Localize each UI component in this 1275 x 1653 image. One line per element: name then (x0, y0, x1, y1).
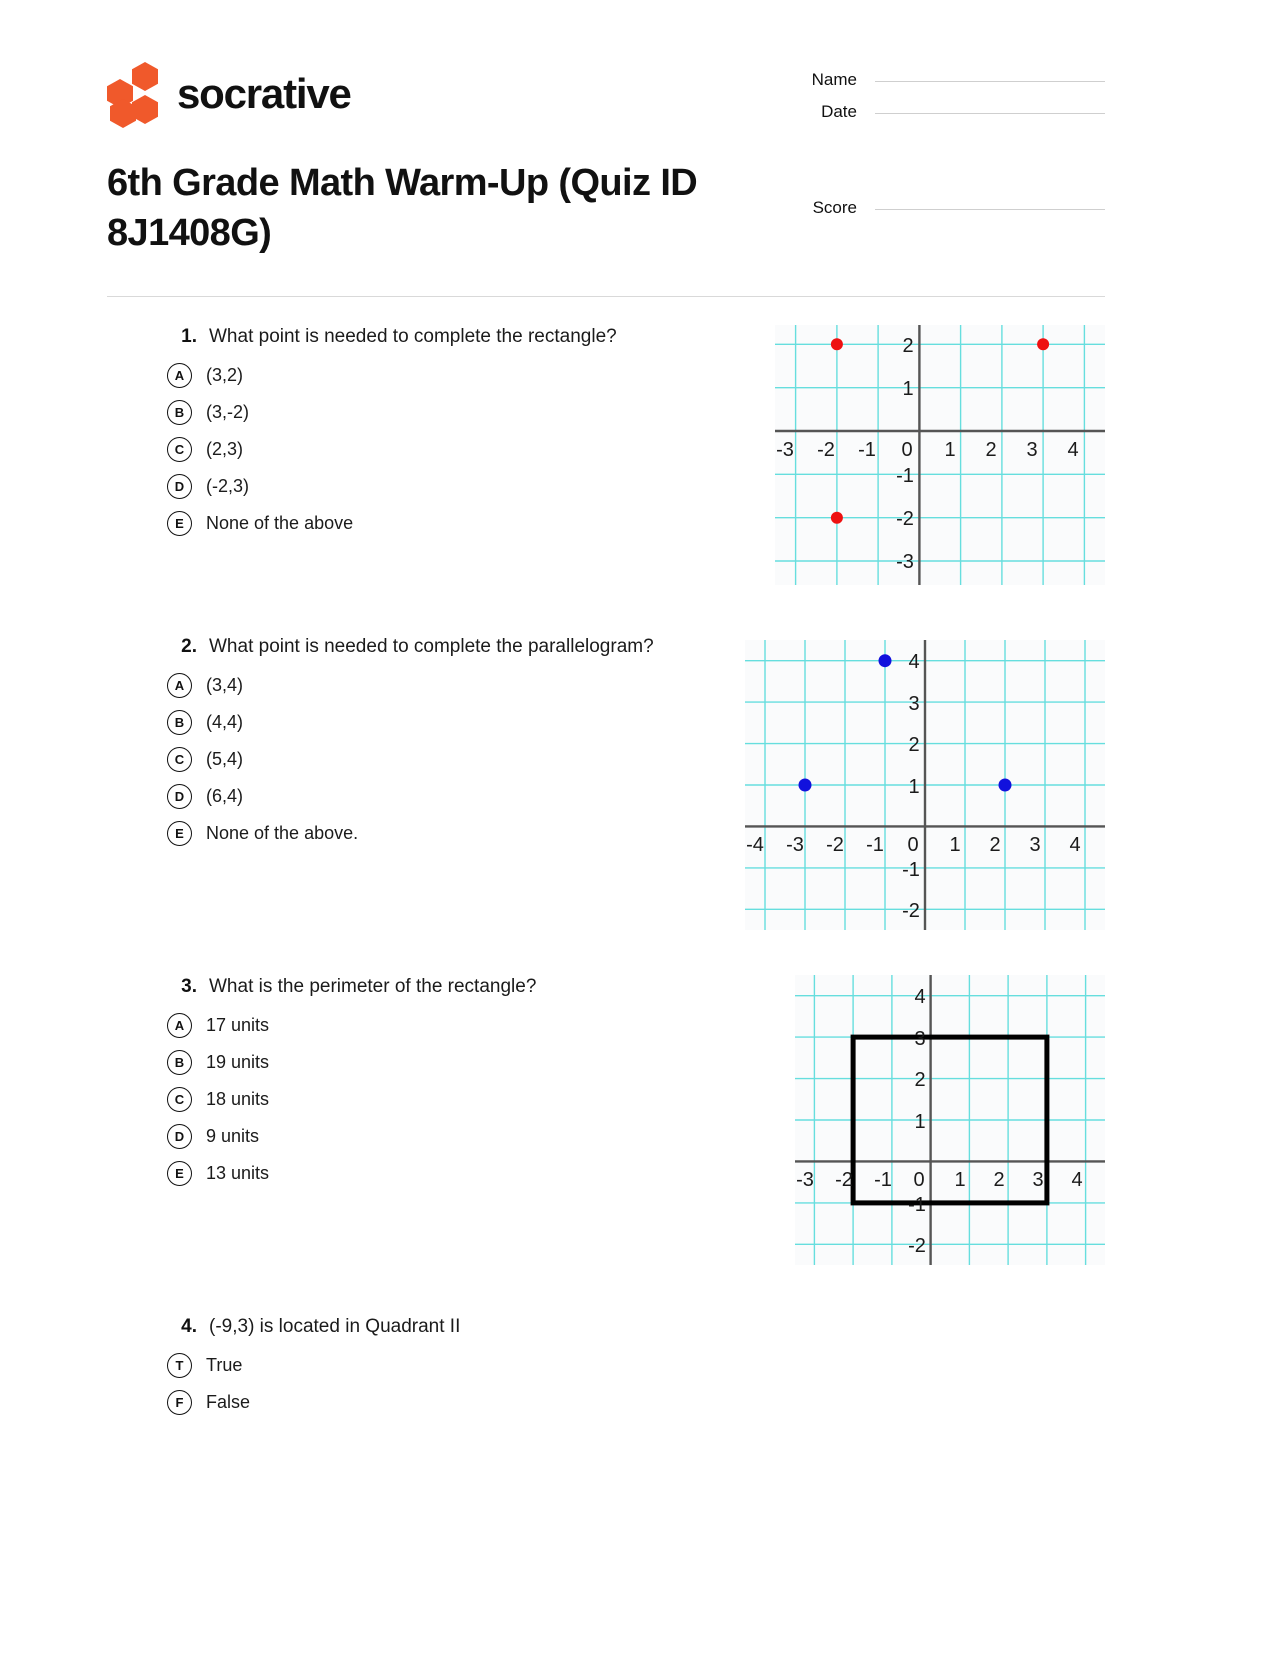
option-bubble[interactable]: D (167, 784, 192, 809)
option-label: 17 units (206, 1014, 270, 1035)
svg-text:-2: -2 (826, 834, 844, 856)
svg-text:1: 1 (902, 378, 914, 400)
socrative-hexagon-logo-icon (107, 62, 161, 126)
svg-text:-1: -1 (902, 859, 920, 881)
question-2-option-c[interactable] (163, 747, 763, 772)
plot-point (999, 779, 1012, 792)
student-meta-fields (705, 70, 1105, 134)
svg-text:-1: -1 (896, 465, 914, 487)
option-bubble[interactable]: E (167, 511, 192, 536)
svg-text:2: 2 (989, 834, 1001, 856)
question-2-option-b[interactable] (163, 710, 763, 735)
option-bubble[interactable]: A (167, 363, 192, 388)
svg-text:3: 3 (914, 1028, 926, 1050)
plot-point (1037, 338, 1049, 350)
question-1-option-e[interactable] (163, 511, 763, 536)
question-3-option-a[interactable] (163, 1013, 763, 1038)
svg-text:1: 1 (949, 834, 961, 856)
option-bubble[interactable]: D (167, 474, 192, 499)
option-label: (3,4) (206, 674, 244, 695)
svg-text:1: 1 (944, 439, 956, 461)
option-bubble[interactable]: C (167, 747, 192, 772)
svg-text:1: 1 (914, 1111, 926, 1133)
svg-text:4: 4 (908, 651, 920, 673)
option-label: None of the above. (206, 822, 359, 843)
svg-text:4: 4 (1069, 834, 1081, 856)
svg-text:3: 3 (1029, 834, 1041, 856)
question-1-option-c[interactable] (163, 437, 763, 462)
question-2-graph (745, 640, 1105, 930)
svg-text:1: 1 (908, 776, 920, 798)
question-3-graph (795, 975, 1105, 1265)
date-input-line[interactable] (875, 113, 1105, 114)
question-2-option-e[interactable] (163, 821, 763, 846)
question-3-number: 3. (181, 976, 197, 997)
option-bubble[interactable]: B (167, 1050, 192, 1075)
name-label: Name (811, 70, 857, 89)
svg-text:3: 3 (908, 693, 920, 715)
option-bubble[interactable]: E (167, 1161, 192, 1186)
svg-text:2: 2 (914, 1069, 926, 1091)
question-3-option-c[interactable] (163, 1087, 763, 1112)
svg-text:-2: -2 (896, 508, 914, 530)
question-3-option-d[interactable] (163, 1124, 763, 1149)
svg-text:4: 4 (1071, 1169, 1083, 1191)
question-4-content (163, 1315, 763, 1427)
question-1-option-a[interactable] (163, 363, 763, 388)
svg-text:2: 2 (993, 1169, 1005, 1191)
option-bubble[interactable]: A (167, 1013, 192, 1038)
question-1-number: 1. (181, 326, 197, 347)
svg-text:-4: -4 (746, 834, 764, 856)
question-3-prompt (163, 975, 763, 999)
name-input-line[interactable] (875, 81, 1105, 82)
svg-text:-2: -2 (817, 439, 835, 461)
svg-text:4: 4 (1067, 439, 1079, 461)
svg-text:-1: -1 (908, 1194, 926, 1216)
option-label: 13 units (206, 1162, 270, 1183)
plot-point (879, 654, 892, 667)
option-label: (6,4) (206, 785, 244, 806)
name-field-row (705, 70, 1105, 90)
option-bubble[interactable]: C (167, 1087, 192, 1112)
question-3-content (163, 975, 763, 1198)
score-field-row (705, 198, 1105, 218)
option-bubble[interactable]: D (167, 1124, 192, 1149)
question-3-option-e[interactable] (163, 1161, 763, 1186)
svg-text:-3: -3 (896, 551, 914, 573)
svg-text:0: 0 (907, 834, 919, 856)
brand-name: socrative (177, 70, 351, 117)
svg-text:-2: -2 (835, 1169, 853, 1191)
option-bubble[interactable]: B (167, 710, 192, 735)
score-label: Score (812, 198, 857, 217)
question-1-graph (775, 325, 1105, 585)
svg-text:3: 3 (1026, 439, 1038, 461)
question-1-text: What point is needed to complete the rectangle? (209, 326, 617, 347)
question-4-text: (-9,3) is located in Quadrant II (209, 1316, 461, 1337)
option-bubble[interactable]: A (167, 673, 192, 698)
option-label: None of the above (206, 512, 354, 533)
question-1-content (163, 325, 763, 548)
option-bubble[interactable]: B (167, 400, 192, 425)
option-label: (2,3) (206, 438, 244, 459)
option-label: 9 units (206, 1125, 260, 1146)
svg-text:0: 0 (901, 439, 913, 461)
coordinate-plane-1-svg (775, 325, 1105, 585)
option-label: 19 units (206, 1051, 270, 1072)
option-label: False (206, 1391, 251, 1412)
question-4-prompt (163, 1315, 763, 1339)
option-label: (3,-2) (206, 401, 250, 422)
option-label: (3,2) (206, 364, 244, 385)
svg-text:-3: -3 (786, 834, 804, 856)
svg-text:-1: -1 (866, 834, 884, 856)
plot-point (831, 512, 843, 524)
question-1-option-d[interactable] (163, 474, 763, 499)
question-2-prompt (163, 635, 763, 659)
svg-text:-3: -3 (796, 1169, 814, 1191)
question-2-option-d[interactable] (163, 784, 763, 809)
question-2-text: What point is needed to complete the parallelogram? (209, 636, 654, 657)
score-meta-field (705, 198, 1105, 230)
option-label: (4,4) (206, 711, 244, 732)
svg-text:1: 1 (954, 1169, 966, 1191)
question-4-number: 4. (181, 1316, 197, 1337)
question-2-number: 2. (181, 636, 197, 657)
question-4-option-false[interactable] (163, 1390, 763, 1415)
svg-text:-3: -3 (776, 439, 794, 461)
option-label: (-2,3) (206, 475, 250, 496)
question-2-option-a[interactable] (163, 673, 763, 698)
svg-text:2: 2 (985, 439, 997, 461)
option-bubble[interactable]: E (167, 821, 192, 846)
svg-text:-1: -1 (874, 1169, 892, 1191)
date-label: Date (821, 102, 857, 121)
svg-text:-1: -1 (858, 439, 876, 461)
question-2-content (163, 635, 763, 858)
option-label: (5,4) (206, 748, 244, 769)
question-3-option-b[interactable] (163, 1050, 763, 1075)
plot-point (799, 779, 812, 792)
svg-text:-2: -2 (908, 1235, 926, 1257)
plot-point (831, 338, 843, 350)
option-label: 18 units (206, 1088, 270, 1109)
coordinate-plane-2-svg (745, 640, 1105, 930)
option-bubble[interactable]: C (167, 437, 192, 462)
date-field-row (705, 102, 1105, 122)
brand-logo (107, 62, 351, 126)
question-1-option-b[interactable] (163, 400, 763, 425)
option-bubble[interactable]: F (167, 1390, 192, 1415)
question-3-text: What is the perimeter of the rectangle? (209, 976, 537, 997)
question-1-prompt (163, 325, 763, 349)
question-4-option-true[interactable] (163, 1353, 763, 1378)
page-title: 6th Grade Math Warm-Up (Quiz ID 8J1408G) (107, 162, 698, 255)
svg-text:2: 2 (908, 734, 920, 756)
score-input-line[interactable] (875, 209, 1105, 210)
svg-text:4: 4 (914, 986, 926, 1008)
option-bubble[interactable]: T (167, 1353, 192, 1378)
svg-text:3: 3 (1032, 1169, 1044, 1191)
option-label: True (206, 1354, 243, 1375)
header-divider (107, 296, 1105, 297)
page-header (0, 0, 1275, 255)
svg-text:-2: -2 (902, 900, 920, 922)
coordinate-plane-3-svg (795, 975, 1105, 1265)
svg-text:2: 2 (902, 335, 914, 357)
svg-text:0: 0 (913, 1169, 925, 1191)
